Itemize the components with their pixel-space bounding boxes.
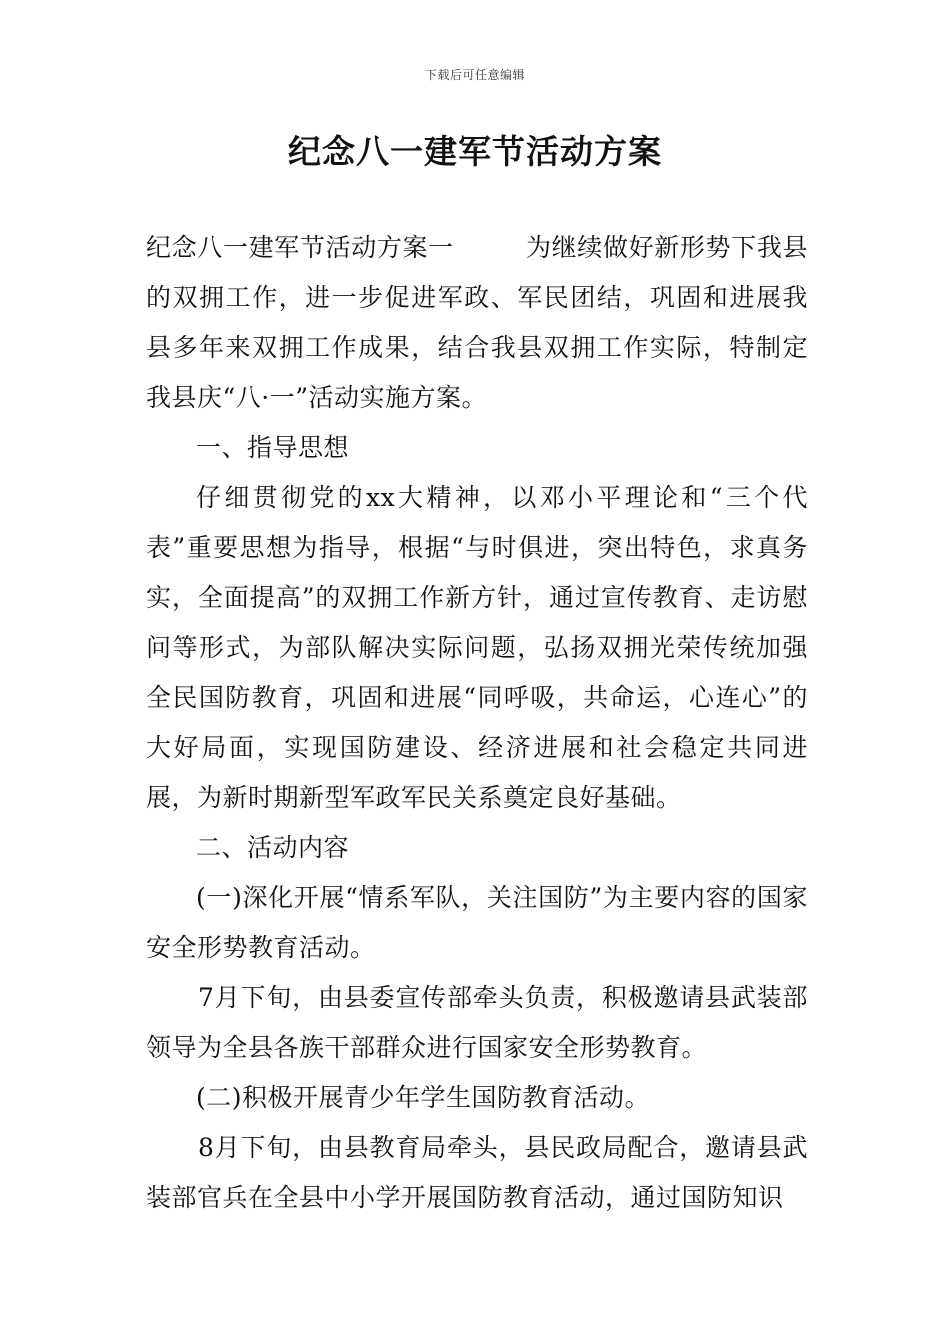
page-header-note: 下载后可任意编辑 [424, 68, 525, 82]
document-title: 纪念八一建军节活动方案 [288, 132, 662, 171]
section-text-guiding-ideology: 仔细贯彻党的xx大精神，以邓小平理论和“三个代表”重要思想为指导，根据“与时俱进，突出特色，求真务实，全面提高”的双拥工作新方针，通过宣传教育、走访慰问等形式，为部队解决实际问题，弘扬双拥光荣传统加强全民国防教育，巩固和进展“同呼吸，共命运，心连心”的大好局面，实现国防建设、经济进展和社会稳定共同进展，为新时期新型军政军民关系奠定良好基础。 [146, 483, 808, 812]
section-heading-guiding-ideology: 一、指导思想 [196, 433, 350, 462]
item-heading-security-education: (一)深化开展“情系军队，关注国防”为主要内容的国家安全形势教育活动。 [146, 883, 808, 962]
document-body [146, 223, 808, 1223]
intro-paragraph [146, 223, 808, 423]
item-text-security-education: 7月下旬，由县委宣传部牵头负责，积极邀请县武装部领导为全县各族干部群众进行国家安全形势教育。 [146, 983, 808, 1062]
intro-heading: 纪念八一建军节活动方案一 [146, 233, 454, 262]
intro-text: 为继续做好新形势下我县的双拥工作，进一步促进军政、军民团结，巩固和进展我县多年来双拥工作成果，结合我县双拥工作实际，特制定我县庆“八·一”活动实施方案。 [146, 233, 808, 412]
item-text-youth-defense-education: 8月下旬，由县教育局牵头，县民政局配合，邀请县武装部官兵在全县中小学开展国防教育活动，通过国防知识 [146, 1133, 808, 1212]
section-heading-activities: 二、活动内容 [196, 833, 350, 862]
item-heading-youth-defense-education: (二)积极开展青少年学生国防教育活动。 [196, 1083, 651, 1112]
